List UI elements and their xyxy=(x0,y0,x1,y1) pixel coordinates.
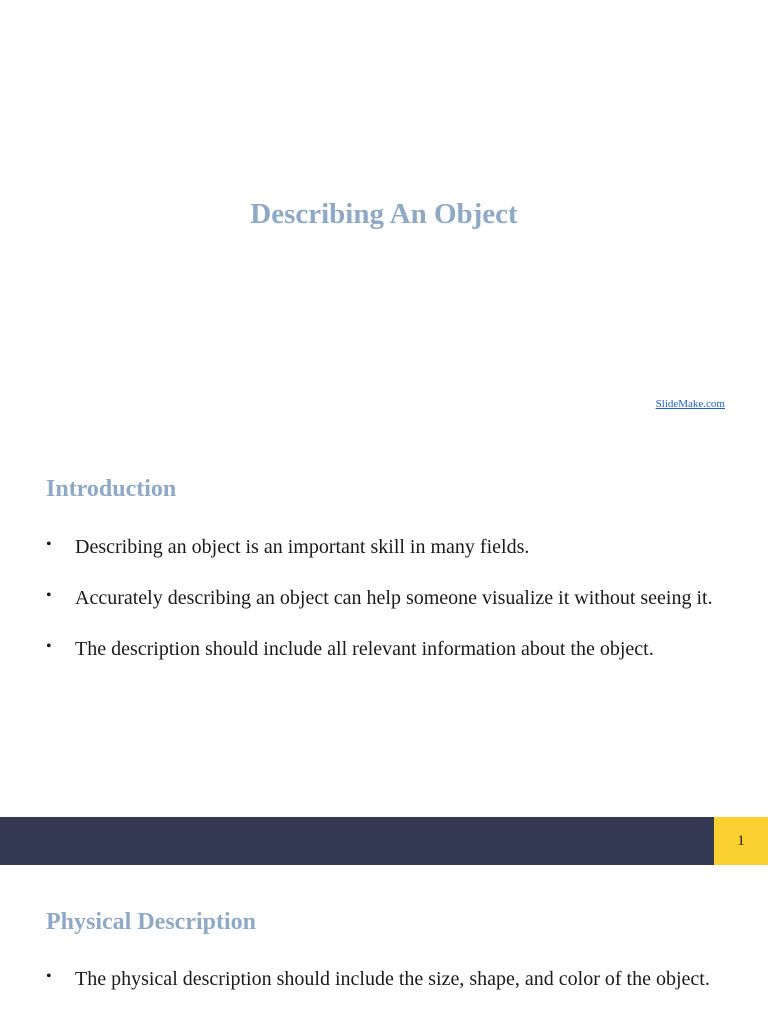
physical-description-bullet-list xyxy=(46,967,726,1018)
list-item xyxy=(46,535,726,560)
page-number-box xyxy=(714,817,768,865)
bullet-icon: • xyxy=(46,587,52,604)
list-item xyxy=(46,586,726,611)
introduction-bullet-list xyxy=(46,535,726,688)
bullet-text: The physical description should include the size, shape, and color of the object. xyxy=(75,968,710,990)
bullet-text: Describing an object is an important skill in many fields. xyxy=(75,536,530,558)
slidemake-link[interactable]: SlideMake.com xyxy=(655,398,725,410)
footer-band xyxy=(0,817,714,865)
slide-title: Describing An Object xyxy=(250,198,518,230)
physical-description-heading: Physical Description xyxy=(46,909,256,935)
page-number: 1 xyxy=(737,832,745,849)
introduction-heading: Introduction xyxy=(46,476,177,502)
bullet-text: Accurately describing an object can help someone visualize it without seeing it. xyxy=(75,587,713,609)
bullet-icon: • xyxy=(46,968,52,985)
bullet-icon: • xyxy=(46,638,52,655)
list-item xyxy=(46,967,726,992)
bullet-icon: • xyxy=(46,536,52,553)
list-item xyxy=(46,637,726,662)
bullet-text: The description should include all relevant information about the object. xyxy=(75,638,654,660)
